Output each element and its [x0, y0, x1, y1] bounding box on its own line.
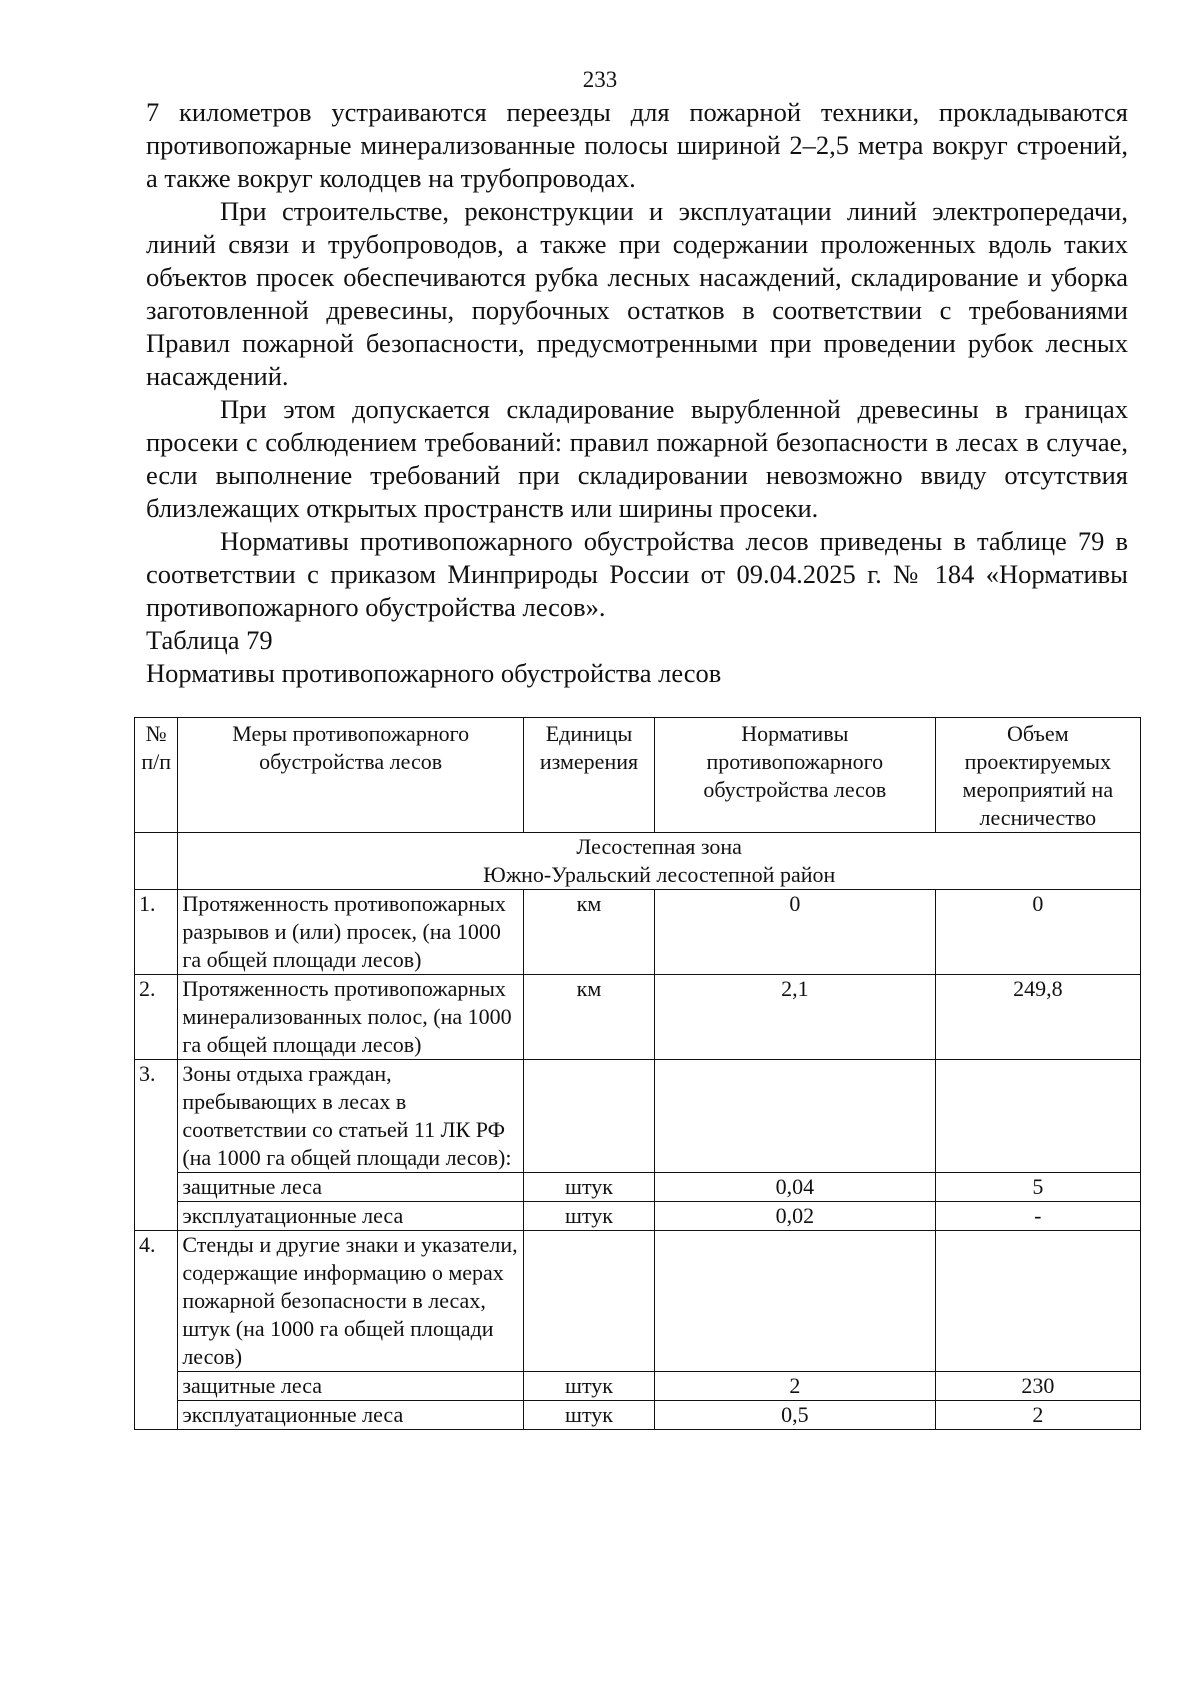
row-measure: эксплуатационные леса [178, 1401, 524, 1430]
row-norm: 0,5 [655, 1401, 936, 1430]
header-measure: Меры противопожарного обустройства лесов [178, 718, 524, 833]
row-unit [523, 1060, 654, 1173]
norms-table [134, 717, 1141, 1430]
row-norm: 0 [655, 890, 936, 975]
table-subrow [135, 1202, 1141, 1231]
row-volume: 230 [935, 1372, 1140, 1401]
table-label: Таблица 79 [146, 625, 273, 655]
body-text [146, 96, 1128, 690]
row-volume: 2 [935, 1401, 1140, 1430]
zone-cell [178, 833, 1141, 890]
row-unit: км [523, 890, 654, 975]
row-volume: - [935, 1202, 1140, 1231]
row-num: 3. [135, 1060, 178, 1231]
row-volume: 5 [935, 1173, 1140, 1202]
zone-num-cell [135, 833, 178, 890]
row-unit: штук [523, 1173, 654, 1202]
row-volume [935, 1231, 1140, 1372]
paragraph-4: Нормативы противопожарного обустройства лесов приведены в таблице 79 в соответствии с приказом Минприроды России от 09.04.2025 г. № 184 «Нормативы противопожарного обустройства лесов». [146, 526, 1128, 622]
table-row [135, 975, 1141, 1060]
row-measure: Зоны отдыха граждан, пребывающих в лесах в соответствии со статьей 11 ЛК РФ (на 1000 га общей площади лесов): [178, 1060, 524, 1173]
row-measure: защитные леса [178, 1372, 524, 1401]
page-number: 233 [582, 67, 618, 92]
row-norm: 0,02 [655, 1202, 936, 1231]
table-subrow [135, 1401, 1141, 1430]
row-unit: штук [523, 1372, 654, 1401]
table-title: Нормативы противопожарного обустройства лесов [146, 658, 722, 688]
row-volume: 0 [935, 890, 1140, 975]
row-norm: 2,1 [655, 975, 936, 1060]
row-unit: км [523, 975, 654, 1060]
row-volume [935, 1060, 1140, 1173]
paragraph-2: При строительстве, реконструкции и эксплуатации линий электропередачи, линий связи и трубопроводов, а также при содержании проложенных вдоль таких объектов просек обеспечиваются рубка лесных насаждений, складирование и уборка заготовленной древесины, порубочных остатков в соответствии с требованиями Правил пожарной безопасности, предусмотренными при проведении рубок лесных насаждений. [146, 196, 1128, 391]
header-norm: Нормативы противопожарного обустройства лесов [655, 718, 936, 833]
header-volume: Объем проектируемых мероприятий на лесничество [935, 718, 1140, 833]
row-measure: эксплуатационные леса [178, 1202, 524, 1231]
row-volume: 249,8 [935, 975, 1140, 1060]
paragraph-1: 7 километров устраиваются переезды для пожарной техники, прокладываются противопожарные минерализованные полосы шириной 2–2,5 метра вокруг строений, а также вокруг колодцев на трубопроводах. [146, 97, 1128, 193]
table-row [135, 890, 1141, 975]
row-unit [523, 1231, 654, 1372]
header-unit: Единицы измерения [523, 718, 654, 833]
row-norm [655, 1231, 936, 1372]
row-unit: штук [523, 1401, 654, 1430]
row-num: 2. [135, 975, 178, 1060]
paragraph-3: При этом допускается складирование вырубленной древесины в границах просеки с соблюдением требований: правил пожарной безопасности в лесах в случае, если выполнение требований при складировании невозможно ввиду отсутствия близлежащих открытых пространств или ширины просеки. [146, 394, 1128, 523]
row-norm: 0,04 [655, 1173, 936, 1202]
row-measure: Стенды и другие знаки и указатели, содержащие информацию о мерах пожарной безопасности в лесах, штук (на 1000 га общей площади лесов) [178, 1231, 524, 1372]
row-measure: Протяженность противопожарных минерализованных полос, (на 1000 га общей площади лесов) [178, 975, 524, 1060]
zone-district: Южно-Уральский лесостепной район [483, 862, 836, 887]
zone-name: Лесостепная зона [576, 834, 742, 859]
table-header-row [135, 718, 1141, 833]
row-num: 1. [135, 890, 178, 975]
zone-row [135, 833, 1141, 890]
row-norm: 2 [655, 1372, 936, 1401]
header-num: № п/п [135, 718, 178, 833]
row-norm [655, 1060, 936, 1173]
table-subrow [135, 1173, 1141, 1202]
table-row [135, 1060, 1141, 1173]
table-subrow [135, 1372, 1141, 1401]
row-measure: Протяженность противопожарных разрывов и (или) просек, (на 1000 га общей площади лесов) [178, 890, 524, 975]
row-measure: защитные леса [178, 1173, 524, 1202]
row-unit: штук [523, 1202, 654, 1231]
table-row [135, 1231, 1141, 1372]
row-num: 4. [135, 1231, 178, 1430]
